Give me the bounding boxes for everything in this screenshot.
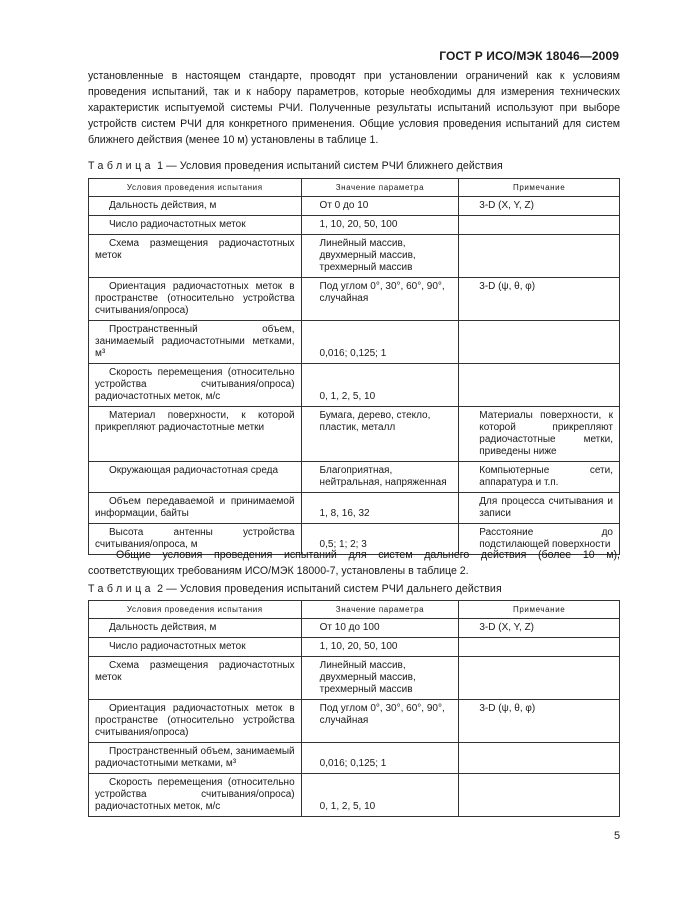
- table2-caption: [88, 583, 502, 595]
- table1-caption-number: 1: [157, 160, 164, 172]
- table-row: [89, 407, 620, 462]
- table1-cell-value: Линейный массив, двухмерный массив, трехмерный массив: [301, 235, 459, 278]
- table1-caption: [88, 160, 503, 172]
- table-row: [89, 462, 620, 493]
- table1-cell-note: Для процесса считывания и записи: [459, 493, 620, 524]
- table1-cell-note: 3-D (X, Y, Z): [459, 197, 620, 216]
- table1-header-value: Значение параметра: [301, 179, 459, 197]
- table1-cell-note: Расстояние до подстилающей поверхности: [459, 524, 620, 555]
- table2: [88, 600, 620, 817]
- table1-cell-condition: Схема размещения радиочастотных меток: [89, 235, 302, 278]
- table-row: [89, 235, 620, 278]
- table2-header-value: Значение параметра: [301, 601, 459, 619]
- table2-cell-value: 0,016; 0,125; 1: [301, 743, 459, 774]
- table1-caption-prefix: Таблица: [88, 160, 155, 172]
- table-row: [89, 638, 620, 657]
- table1-cell-note: Материалы поверхности, к которой прикрепляют радиочастотные метки, приведены ниже: [459, 407, 620, 462]
- table2-cell-note: [459, 743, 620, 774]
- table2-cell-note: 3-D (X, Y, Z): [459, 619, 620, 638]
- table-row: [89, 774, 620, 817]
- table1-cell-condition: Материал поверхности, к которой прикрепляют радиочастотные метки: [89, 407, 302, 462]
- table1-cell-condition: Пространственный объем, занимаемый радиочастотными метками, м³: [89, 321, 302, 364]
- table-row: [89, 700, 620, 743]
- table2-cell-condition: Число радиочастотных меток: [89, 638, 302, 657]
- table2-cell-condition: Дальность действия, м: [89, 619, 302, 638]
- table1-cell-value: 0,5; 1; 2; 3: [301, 524, 459, 555]
- table2-caption-number: 2: [157, 583, 164, 595]
- table2-cell-note: [459, 774, 620, 817]
- table2-caption-prefix: Таблица: [88, 583, 155, 595]
- table1-cell-value: 0, 1, 2, 5, 10: [301, 364, 459, 407]
- table1-cell-value: 0,016; 0,125; 1: [301, 321, 459, 364]
- table-row: [89, 619, 620, 638]
- table1-header-note: Примечание: [459, 179, 620, 197]
- table1-header-row: [89, 179, 620, 197]
- table1-cell-value: От 0 до 10: [301, 197, 459, 216]
- table1-cell-note: Компьютерные сети, аппаратура и т.п.: [459, 462, 620, 493]
- page-number: 5: [614, 830, 621, 842]
- table2-cell-condition: Скорость перемещения (относительно устройства считывания/опроса) радиочастотных меток, м/с: [89, 774, 302, 817]
- table1-cell-value: Бумага, дерево, стекло, пластик, металл: [301, 407, 459, 462]
- table1: [88, 178, 620, 555]
- table2-cell-value: Линейный массив, двухмерный массив, трехмерный массив: [301, 657, 459, 700]
- table1-cell-note: [459, 364, 620, 407]
- table1-cell-condition: Окружающая радиочастотная среда: [89, 462, 302, 493]
- table2-caption-text: — Условия проведения испытаний систем РЧИ дальнего действия: [166, 583, 502, 595]
- document-header: ГОСТ Р ИСО/МЭК 18046—2009: [439, 49, 619, 63]
- table1-cell-condition: Ориентация радиочастотных меток в пространстве (относительно устройства считывания/опроса): [89, 278, 302, 321]
- table2-cell-condition: Ориентация радиочастотных меток в пространстве (относительно устройства считывания/опроса): [89, 700, 302, 743]
- table1-cell-note: [459, 216, 620, 235]
- table1-cell-value: 1, 8, 16, 32: [301, 493, 459, 524]
- table2-cell-note: [459, 638, 620, 657]
- table2-cell-value: Под углом 0°, 30°, 60°, 90°, случайная: [301, 700, 459, 743]
- table1-cell-condition: Дальность действия, м: [89, 197, 302, 216]
- table-row: [89, 321, 620, 364]
- table-row: [89, 657, 620, 700]
- table2-header-note: Примечание: [459, 601, 620, 619]
- table1-cell-condition: Объем передаваемой и принимаемой информации, байты: [89, 493, 302, 524]
- table2-cell-note: 3-D (ψ, θ, φ): [459, 700, 620, 743]
- table2-cell-condition: Схема размещения радиочастотных меток: [89, 657, 302, 700]
- table1-cell-note: [459, 321, 620, 364]
- table-row: [89, 364, 620, 407]
- table-row: [89, 197, 620, 216]
- table2-header-conditions: Условия проведения испытания: [89, 601, 302, 619]
- table1-cell-value: Благоприятная, нейтральная, напряженная: [301, 462, 459, 493]
- table1-cell-value: 1, 10, 20, 50, 100: [301, 216, 459, 235]
- table1-cell-note: [459, 235, 620, 278]
- table1-cell-value: Под углом 0°, 30°, 60°, 90°, случайная: [301, 278, 459, 321]
- table1-cell-condition: Число радиочастотных меток: [89, 216, 302, 235]
- table1-cell-condition: Скорость перемещения (относительно устройства считывания/опроса) радиочастотных меток, м/с: [89, 364, 302, 407]
- table1-header-conditions: Условия проведения испытания: [89, 179, 302, 197]
- table2-cell-note: [459, 657, 620, 700]
- table2-cell-value: От 10 до 100: [301, 619, 459, 638]
- table2-cell-value: 1, 10, 20, 50, 100: [301, 638, 459, 657]
- table1-cell-note: 3-D (ψ, θ, φ): [459, 278, 620, 321]
- table-row: [89, 278, 620, 321]
- table1-caption-text: — Условия проведения испытаний систем РЧИ ближнего действия: [166, 160, 503, 172]
- table2-header-row: [89, 601, 620, 619]
- intro-paragraph: установленные в настоящем стандарте, проводят при установлении ограничений как к условиям проведения испытаний, так и к набору параметров, которые необходимы для измерения технических характеристик испытуемой системы РЧИ. Полученные результаты испытаний используют при выборе устройств систем РЧИ для конкретного применения. Общие условия проведения испытаний для систем ближнего действия (менее 10 м) установлены в таблице 1.: [88, 70, 620, 146]
- table1-cell-condition: Высота антенны устройства считывания/опроса, м: [89, 524, 302, 555]
- table2-cell-condition: Пространственный объем, занимаемый радиочастотными метками, м³: [89, 743, 302, 774]
- table2-cell-value: 0, 1, 2, 5, 10: [301, 774, 459, 817]
- table-row: [89, 743, 620, 774]
- table-row: [89, 216, 620, 235]
- middle-paragraph: Общие условия проведения испытаний для систем дальнего действия (более 10 м), соответствующих требованиям ИСО/МЭК 18000-7, установлены в таблице 2.: [88, 549, 620, 577]
- table-row: [89, 493, 620, 524]
